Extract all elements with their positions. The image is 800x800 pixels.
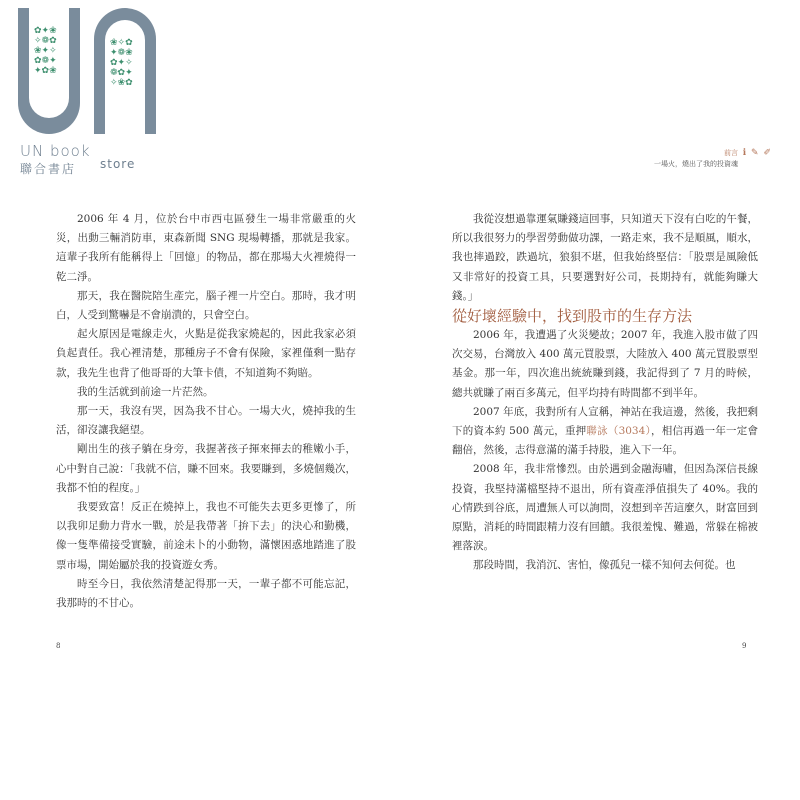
header-decor-icons: ℹ ✎ ✐	[742, 148, 772, 158]
page-number-right: 9	[742, 642, 747, 650]
paragraph: 我要致富！反正在燒掉上，我也不可能失去更多更慘了，所以我卯足動力背水一戰，於是我帶著「拚下去」的決心和勤機，像一隻準備接受實驗，前途未卜的小動物，滿懷困惑地踏進了股票市場，開始屬於我的投資遊女秀。	[56, 501, 356, 571]
paragraph: 2006 年，我遭遇了火災變故；2007 年，我進入股市做了四次交易，台灣放入 400 萬元買股票，大陸放入 400 萬元買股票型基金。那一年，四次進出統統賺到錢，我記得到了 7 月的時候，總共就賺了兩百多萬元，但平均持有時間都不到半年。	[452, 329, 758, 399]
paragraph: 那一天，我沒有哭，因為我不甘心。一場大火，燒掉我的生活，卻沒讓我絕望。	[56, 405, 356, 437]
logo-brand-en: UN book	[20, 142, 91, 160]
paragraph: 那天，我在醫院陪生產完，腦子裡一片空白。那時，我才明白，人受到驚嚇是不會崩潰的，只會空白。	[56, 289, 356, 322]
paragraph	[452, 403, 758, 461]
logo-pattern-icon: ✿✦❀ ✧❁✿ ❀✦✧ ✿❁✦ ✦✿❀	[34, 26, 57, 76]
header-chapter-title: 一場火，燒出了我的投資魂	[654, 160, 738, 168]
paragraph: 剛出生的孩子躺在身旁，我握著孩子揮來揮去的稚嫩小手，心中對自己說：「我就不信，賺不回來。我要賺到，多燒個幾次，我都不怕的程度。」	[56, 443, 356, 494]
paragraph: 我從沒想過靠運氣賺錢這回事，只知道天下沒有白吃的午餐，所以我很努力的學習勞動做功課，一路走來，我不是順風，順水，我也摔過跤，跌過坑，狼狽不堪，但我始終堅信：「股票是風險低又非常好的投資工具，只要選對好公司，長期持有，就能夠賺大錢。」	[452, 213, 758, 302]
paragraph-text: 2007 年底，我對所有人宣稱，神站在我這邊，然後，我把剩下的資本約 500 萬元，重押	[452, 405, 758, 438]
logo-pattern-icon: ❀✧✿ ✦❁❀ ✿✦✧ ❁✿✦ ✧❀✿	[110, 38, 133, 88]
store-logo[interactable]	[14, 8, 164, 176]
paragraph: 我的生活就到前途一片茫然。	[77, 385, 214, 398]
logo-brand-zh: 聯合書店	[20, 162, 77, 176]
paragraph: 起火原因是電線走火，火點是從我家燒起的，因此我家必須負起責任。我心裡清楚，那種房子不會有保險，家裡僅剩一點存款，我先生也背了他哥哥的大筆卡債，不知道夠不夠賠。	[56, 328, 356, 379]
header-section-label: 前言	[724, 149, 738, 157]
stock-name-highlight: 聯詠（3034）	[586, 425, 651, 438]
right-page-body	[452, 210, 758, 576]
page-number-left: 8	[56, 642, 61, 650]
paragraph: 2008 年，我非常慘烈。由於遇到金融海嘯，但因為深信長線投資，我堅持滿檔堅持不退出，所有資產淨值損失了 40%。我的心情跌到谷底，周遭無人可以詢問，沒想到辛苦這麼久，財富回到原點，消耗的時間跟精力沒有回饋。我很羞愧、難過，常躲在棉被裡落淚。	[452, 463, 758, 553]
left-page-body	[56, 210, 356, 613]
paragraph: 那段時間，我消沉、害怕，像孤兒一樣不知何去何從。也	[473, 559, 736, 572]
paragraph-text: ，相信再過一年一定會翻倍，然後，志得意滿的滿手持股，進入下一年。	[452, 425, 759, 457]
paragraph: 時至今日，我依然清楚記得那一天，一輩子都不可能忘記，我那時的不甘心。	[56, 577, 356, 610]
logo-store-label: store	[100, 157, 136, 171]
section-heading: 從好壞經驗中，找到股市的生存方法	[452, 307, 693, 326]
paragraph: 2006 年 4 月，位於台中市西屯區發生一場非常嚴重的火災，出動三輛消防車，東森新聞 SNG 現場轉播，那就是我家。這輩子我所有能稱得上「回憶」的物品，都在那場大火裡燒得一乾二淨。	[56, 213, 356, 283]
